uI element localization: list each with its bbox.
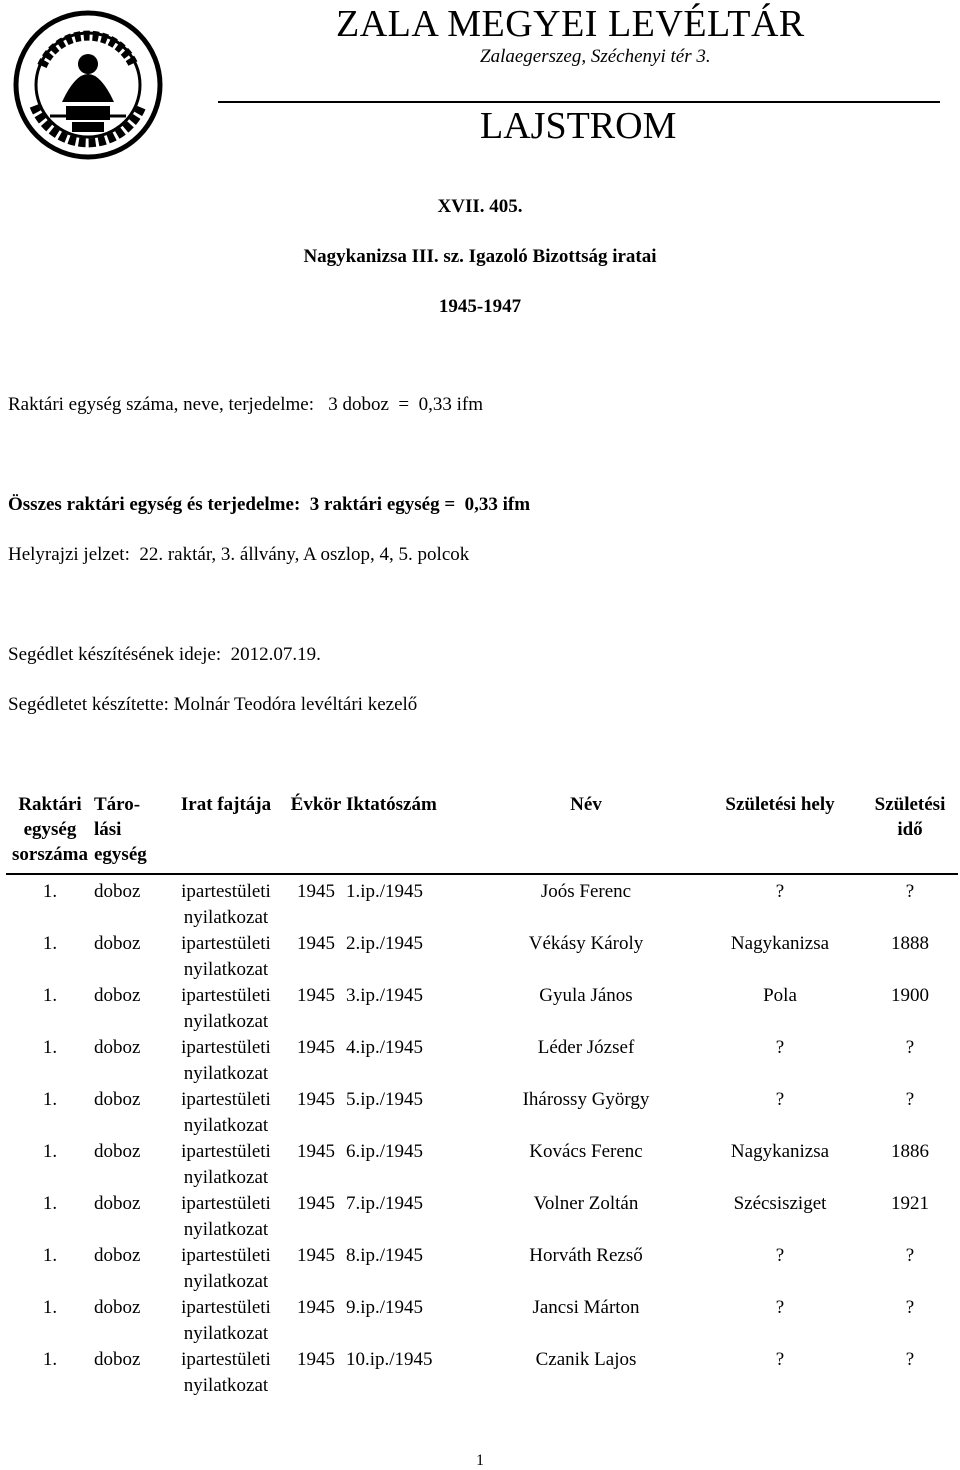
- cell-reg-no: 8.ip./1945: [346, 1245, 424, 1266]
- cell-type: [166, 1295, 286, 1347]
- col-header-unit-no: Raktári egység sorszáma: [12, 794, 88, 865]
- cell-type-line: ipartestületi: [181, 1037, 271, 1058]
- cell-type-line: nyilatkozat: [183, 1167, 269, 1188]
- cell-year: 1945: [297, 1193, 335, 1214]
- header-divider: [218, 101, 940, 103]
- cell-birth-year: ?: [905, 1297, 915, 1318]
- total-units-info: Összes raktári egység és terjedelme: 3 raktári egység = 0,33 ifm: [8, 494, 531, 515]
- cell-type-line: nyilatkozat: [183, 1375, 269, 1396]
- cell-year: 1945: [297, 1245, 335, 1266]
- col-header-birth-place: Születési hely: [725, 794, 835, 815]
- cell-birth-place: Nagykanizsa: [730, 1141, 830, 1162]
- cell-reg-no: 3.ip./1945: [346, 985, 424, 1006]
- cell-birth-year: ?: [905, 1037, 915, 1058]
- cell-type-line: nyilatkozat: [183, 1063, 269, 1084]
- cell-name: Kovács Ferenc: [529, 1141, 643, 1162]
- cell-type: [166, 874, 286, 931]
- cell-type-line: ipartestületi: [181, 985, 271, 1006]
- cell-type-line: ipartestületi: [181, 1089, 271, 1110]
- archive-address: Zalaegerszeg, Széchenyi tér 3.: [480, 46, 711, 67]
- cell-birth-year: 1900: [891, 985, 929, 1006]
- cell-unit-no: 1.: [42, 1141, 58, 1162]
- cell-type-line: nyilatkozat: [183, 1323, 269, 1344]
- cell-birth-year: ?: [905, 1349, 915, 1370]
- cell-type-line: ipartestületi: [181, 881, 271, 902]
- cell-name: Gyula János: [539, 985, 633, 1006]
- cell-unit-no: 1.: [42, 985, 58, 1006]
- cell-year: 1945: [297, 1037, 335, 1058]
- cell-reg-no: 2.ip./1945: [346, 933, 424, 954]
- cell-reg-no: 6.ip./1945: [346, 1141, 424, 1162]
- cell-storage: doboz: [94, 1141, 141, 1162]
- cell-birth-year: ?: [905, 881, 915, 902]
- cell-birth-place: Nagykanizsa: [730, 933, 830, 954]
- page-number: 1: [476, 1452, 484, 1469]
- cell-birth-place: ?: [775, 1245, 785, 1266]
- cell-name: Horváth Rezső: [529, 1245, 643, 1266]
- col-header-reg-no: Iktatószám: [346, 794, 437, 815]
- fond-title: Nagykanizsa III. sz. Igazoló Bizottság iratai: [303, 246, 657, 267]
- table-row: [6, 983, 958, 1035]
- cell-unit-no: 1.: [42, 1037, 58, 1058]
- cell-birth-place: Szécsisziget: [733, 1193, 827, 1214]
- cell-unit-no: 1.: [42, 1349, 58, 1370]
- table-row: [6, 1295, 958, 1347]
- location-info: Helyrajzi jelzet: 22. raktár, 3. állvány, A oszlop, 4, 5. polcok: [8, 544, 470, 565]
- cell-birth-year: 1921: [891, 1193, 929, 1214]
- cell-storage: doboz: [94, 1245, 141, 1266]
- table-row: [6, 931, 958, 983]
- cell-storage: doboz: [94, 881, 141, 902]
- col-header-name: Név: [570, 794, 602, 815]
- cell-type-line: nyilatkozat: [183, 1011, 269, 1032]
- cell-type-line: ipartestületi: [181, 1141, 271, 1162]
- cell-type-line: nyilatkozat: [183, 1271, 269, 1292]
- col-header-storage: Táro- lási egység: [94, 794, 147, 865]
- cell-type: [166, 1347, 286, 1399]
- cell-year: 1945: [297, 1089, 335, 1110]
- table-row: [6, 1243, 958, 1295]
- cell-year: 1945: [297, 1141, 335, 1162]
- cell-type: [166, 1035, 286, 1087]
- cell-type-line: ipartestületi: [181, 1349, 271, 1370]
- cell-type: [166, 1139, 286, 1191]
- cell-birth-year: 1888: [891, 933, 929, 954]
- cell-birth-year: ?: [905, 1089, 915, 1110]
- register-table: [6, 790, 958, 1399]
- cell-type: [166, 1243, 286, 1295]
- cell-name: Vékásy Károly: [528, 933, 644, 954]
- table-row: [6, 874, 958, 931]
- cell-type: [166, 931, 286, 983]
- prepared-by: Segédletet készítette: Molnár Teodóra levéltári kezelő: [8, 694, 418, 715]
- cell-birth-place: Pola: [763, 985, 797, 1006]
- fond-years: 1945-1947: [438, 296, 522, 317]
- cell-type: [166, 1087, 286, 1139]
- cell-unit-no: 1.: [42, 1089, 58, 1110]
- cell-birth-place: ?: [775, 1349, 785, 1370]
- cell-name: Jancsi Márton: [532, 1297, 640, 1318]
- cell-unit-no: 1.: [42, 1245, 58, 1266]
- cell-storage: doboz: [94, 1297, 141, 1318]
- cell-type-line: nyilatkozat: [183, 959, 269, 980]
- cell-type-line: ipartestületi: [181, 1245, 271, 1266]
- cell-storage: doboz: [94, 1089, 141, 1110]
- cell-year: 1945: [297, 933, 335, 954]
- cell-type-line: ipartestületi: [181, 933, 271, 954]
- table-row: [6, 1191, 958, 1243]
- cell-type-line: nyilatkozat: [183, 1219, 269, 1240]
- cell-unit-no: 1.: [42, 1297, 58, 1318]
- cell-name: Joós Ferenc: [540, 881, 632, 902]
- cell-year: 1945: [297, 881, 335, 902]
- cell-birth-place: ?: [775, 881, 785, 902]
- cell-type-line: ipartestületi: [181, 1193, 271, 1214]
- col-header-birth-year: Születési idő: [874, 794, 946, 840]
- cell-reg-no: 10.ip./1945: [346, 1349, 433, 1370]
- cell-name: Czanik Lajos: [535, 1349, 637, 1370]
- cell-type-line: nyilatkozat: [183, 907, 269, 928]
- document-kind: LAJSTROM: [480, 105, 677, 147]
- table-header-row: [6, 790, 958, 874]
- cell-year: 1945: [297, 1349, 335, 1370]
- cell-type-line: ipartestületi: [181, 1297, 271, 1318]
- cell-reg-no: 1.ip./1945: [346, 881, 424, 902]
- table-row: [6, 1087, 958, 1139]
- cell-name: Volner Zoltán: [533, 1193, 639, 1214]
- col-header-year: Évkör: [290, 794, 342, 815]
- table-row: [6, 1139, 958, 1191]
- table-row: [6, 1035, 958, 1087]
- cell-storage: doboz: [94, 933, 141, 954]
- cell-birth-place: ?: [775, 1089, 785, 1110]
- cell-unit-no: 1.: [42, 933, 58, 954]
- cell-name: Léder József: [537, 1037, 635, 1058]
- cell-type-line: nyilatkozat: [183, 1115, 269, 1136]
- table-row: [6, 1347, 958, 1399]
- cell-unit-no: 1.: [42, 881, 58, 902]
- cell-type: [166, 983, 286, 1035]
- cell-unit-no: 1.: [42, 1193, 58, 1214]
- archive-title: ZALA MEGYEI LEVÉLTÁR: [336, 3, 805, 45]
- cell-storage: doboz: [94, 1193, 141, 1214]
- cell-year: 1945: [297, 1297, 335, 1318]
- cell-reg-no: 5.ip./1945: [346, 1089, 424, 1110]
- prepared-date: Segédlet készítésének ideje: 2012.07.19.: [8, 644, 321, 665]
- cell-birth-place: ?: [775, 1297, 785, 1318]
- cell-storage: doboz: [94, 985, 141, 1006]
- cell-year: 1945: [297, 985, 335, 1006]
- storage-unit-info: Raktári egység száma, neve, terjedelme: 3 doboz = 0,33 ifm: [8, 394, 484, 415]
- county-seal-logo: [12, 6, 164, 164]
- fond-code: XVII. 405.: [437, 196, 523, 217]
- cell-storage: doboz: [94, 1349, 141, 1370]
- cell-storage: doboz: [94, 1037, 141, 1058]
- cell-reg-no: 9.ip./1945: [346, 1297, 424, 1318]
- cell-type: [166, 1191, 286, 1243]
- cell-reg-no: 7.ip./1945: [346, 1193, 424, 1214]
- cell-birth-year: ?: [905, 1245, 915, 1266]
- cell-birth-year: 1886: [891, 1141, 929, 1162]
- col-header-type: Irat fajtája: [180, 794, 272, 815]
- cell-name: Ihárossy György: [522, 1089, 650, 1110]
- cell-birth-place: ?: [775, 1037, 785, 1058]
- cell-reg-no: 4.ip./1945: [346, 1037, 424, 1058]
